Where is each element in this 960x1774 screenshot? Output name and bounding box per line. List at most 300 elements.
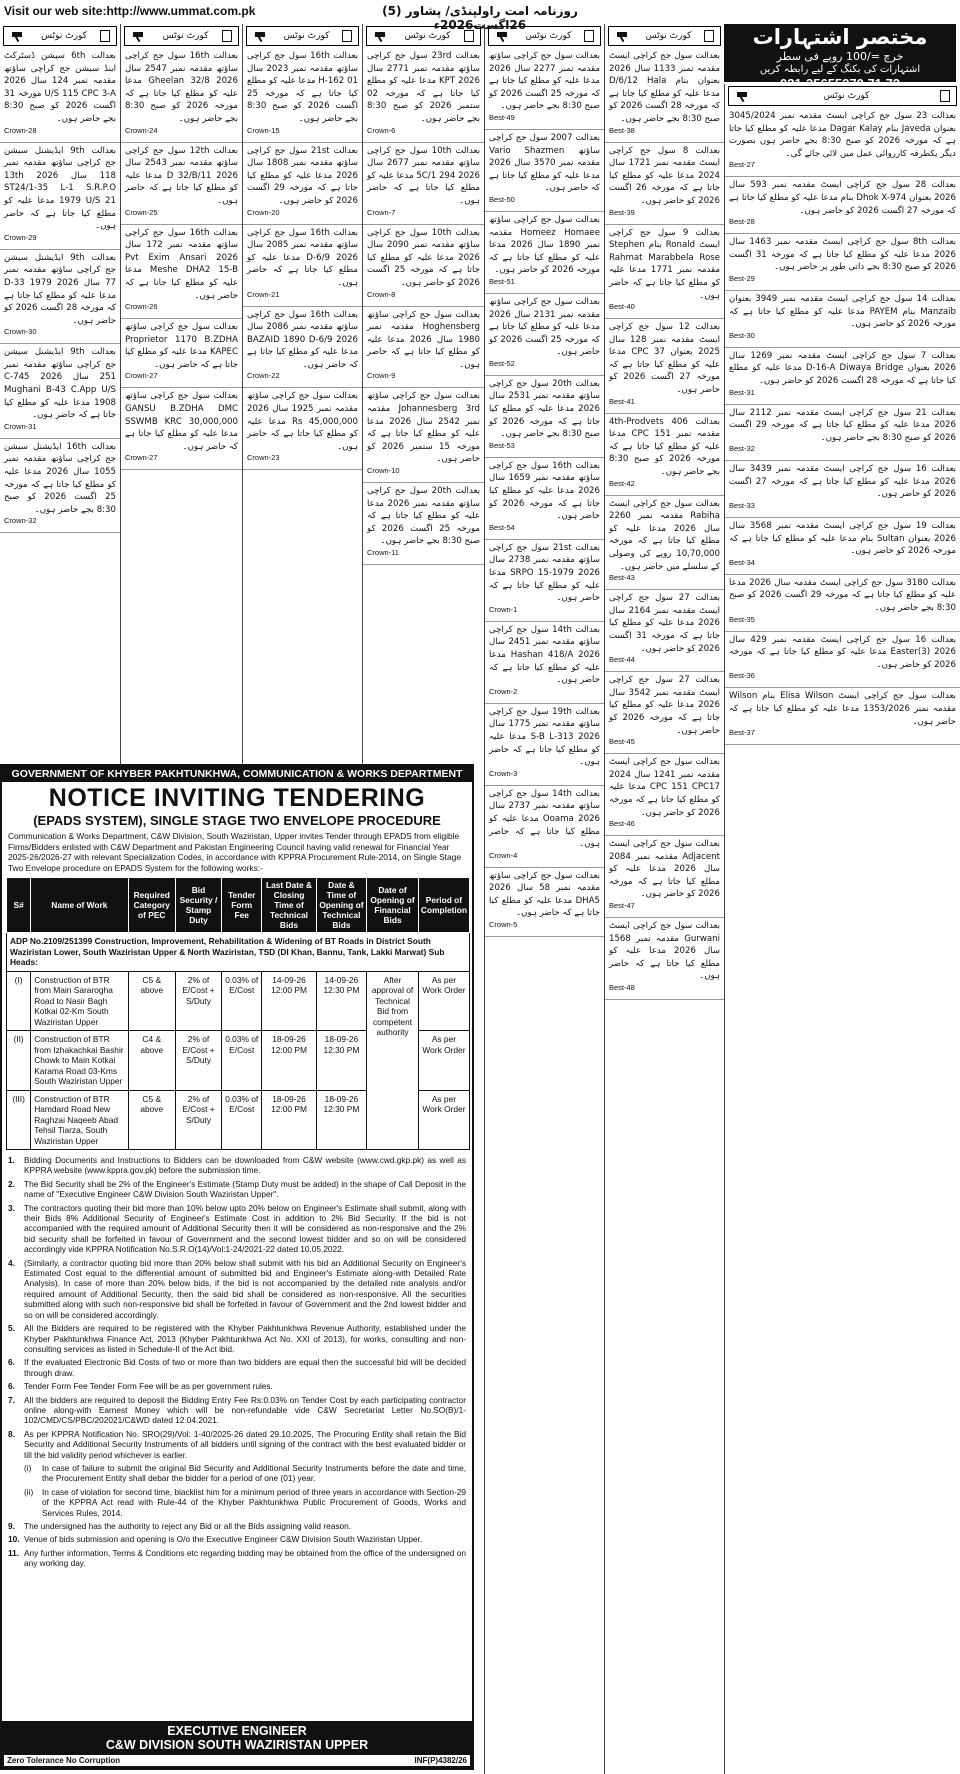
- cell-closing: [262, 1031, 316, 1091]
- column-header-cell: Tender Form Fee: [222, 878, 262, 933]
- notice-tag: Best-32: [729, 444, 755, 454]
- column-header-label: کورٹ نوٹس: [823, 91, 870, 101]
- cell-security: 2% of E/Cost + S/Duty: [175, 1031, 221, 1091]
- column-header-cell: Date of Opening of Financial Bids: [367, 878, 419, 933]
- notice-text: بعدالت 8 سول جج کراچی ایسٹ مقدمہ نمبر 1721 سال 2024 مدعا علیہ کو مطلع کیا جاتا ہے کہ مورخہ 26 اگست 2026 کو حاضر ہوں۔: [609, 145, 721, 206]
- court-notice: [363, 485, 484, 565]
- clause-number: 6.: [8, 1357, 15, 1368]
- short-ads-title: مختصر اشتہارات: [752, 25, 928, 49]
- clause-text: In case of violation for second time, blacklist him for a minimum period of three years in accordance with Section-29 of the KPPRA Act read with Rule-44 of the Khyber Pakhtunkhwa Public Procurement of Goods, Works and Services Rules, 2014.: [42, 1486, 466, 1518]
- column-header-label: کورٹ نوٹس: [41, 31, 87, 41]
- cell-work: Construction of BTR Hamdard Road New Raghzai Naqeeb Abad Tehsil Tiarza, South Waziristan Upper: [31, 1090, 128, 1150]
- court-notice: [605, 756, 724, 836]
- notice-tag: Best-36: [729, 671, 755, 681]
- column-header-label: کورٹ نوٹس: [404, 31, 451, 41]
- cell-opening: [316, 1090, 367, 1150]
- court-notice: [605, 592, 724, 672]
- court-notice: [725, 407, 960, 462]
- court-notice: [485, 50, 604, 130]
- notice-tag: Crown-2: [489, 686, 518, 696]
- short-ads-phone: 021-35655270,71,72: [779, 76, 900, 91]
- notice-tag: Crown-8: [367, 289, 396, 299]
- table-row: [7, 971, 470, 1031]
- notice-tag: Best-33: [729, 501, 755, 511]
- cell-sn: (II): [7, 1031, 31, 1091]
- court-notice: [605, 145, 724, 225]
- court-notice: [605, 838, 724, 918]
- court-notice: [243, 309, 362, 389]
- clause-text: The Bid Security shall be 2% of the Engineer's Estimate (Stamp Duty must be added) in the shape of Call Deposit in the name of "Executive Engineer C&W Division South Waziristan Upper".: [24, 1178, 466, 1200]
- notice-tag: Best-48: [609, 983, 635, 993]
- tender-clause: [8, 1463, 466, 1484]
- notice-tag: Crown-22: [247, 371, 280, 381]
- document-icon: [940, 90, 950, 102]
- column-header-cell: Required Category of PEC: [128, 878, 175, 933]
- opening-date: 18-09-26: [324, 1093, 359, 1104]
- closing-time: 12:00 PM: [271, 1044, 307, 1055]
- clause-text: The undersigned has the authority to reject any Bid or all the Bids assigning valid reason.: [24, 1521, 351, 1531]
- tender-clause: [8, 1179, 466, 1200]
- court-notice: [485, 214, 604, 294]
- clause-number: 6.: [8, 1381, 15, 1392]
- notice-tag: Best-47: [609, 901, 635, 911]
- notice-tag: Crown-6: [367, 125, 396, 135]
- notice-tag: Crown-21: [247, 289, 280, 299]
- short-ads-box: [724, 24, 956, 91]
- court-notice: [121, 227, 242, 320]
- clause-number: 2.: [8, 1178, 15, 1189]
- tender-clause: [8, 1258, 466, 1320]
- notice-tag: Best-27: [729, 160, 755, 170]
- opening-date: 14-09-26: [324, 974, 359, 985]
- closing-date: 18-09-26: [272, 1093, 306, 1104]
- gavel-icon: [373, 31, 391, 41]
- column-header: [3, 26, 117, 46]
- clause-number: 9.: [8, 1521, 15, 1531]
- notice-text: بعدالت 20th سول جج کراچی ساؤتھ مقدمہ نمبر 2531 سال 2026 مدعا علیہ کو مطلع کیا جاتا ہے کہ مورخہ 2026 کو صبح 8:30 بجے حاضر ہوں۔: [489, 378, 601, 440]
- tender-footer: [2, 1721, 472, 1768]
- notice-text: بعدالت 6th سیشن ڈسٹرکٹ اینڈ سیشن جج کراچی ساؤتھ مقدمہ نمبر 124 سال 2026 U/S 115 CPC 3-A مورخہ 31 اگست 2026 کو صبح 8:30 بجے حاضر ہوں۔: [4, 51, 117, 124]
- court-notice: [0, 145, 120, 250]
- cell-opening: [316, 1031, 367, 1091]
- court-notice: [485, 870, 604, 937]
- notice-text: بعدالت 10th سول جج کراچی ساؤتھ مقدمہ نمبر 2090 سال 2026 مدعا علیہ کو مطلع کیا جاتا ہے کہ مورخہ 25 اگست 2026 کو حاضر ہوں۔: [367, 227, 481, 288]
- notice-tag: Best-54: [489, 522, 515, 532]
- notice-text: بعدالت 14 سول جج کراچی ایسٹ مقدمہ نمبر 3949 بعنوان Manzaib بنام PAYEM مدعا علیہ کو مطلع کیا جاتا ہے کہ مورخہ 2026 کو حاضر ہوں۔: [729, 293, 956, 330]
- column-header-label: کورٹ نوٹس: [645, 31, 692, 41]
- notice-tag: Crown-4: [489, 850, 518, 860]
- zero-tolerance-label: Zero Tolerance No Corruption: [7, 1756, 121, 1765]
- notice-column-3: [484, 24, 604, 1774]
- masthead-date-line: روزنامہ امت راولپنڈی/ پشاور (5) 26اگست2026ء: [382, 4, 578, 32]
- clause-text: All the Bidders are required to be registered with the Khyber Pakhtunkhwa Revenue Authority, established under the Khyber Pakhtunkhwa Finance Act, 2013 (Khyber Pakhtunkhwa Act No. XXI of 2013), for works, consulting and non-consulting services as listed in Schedule-II of the Act ibid.: [24, 1323, 466, 1354]
- cell-pec: C4 & above: [128, 1031, 175, 1091]
- tender-clause: [8, 1521, 466, 1531]
- notice-tag: Best-42: [609, 478, 635, 488]
- notice-text: بعدالت 16 سول جج کراچی ایسٹ مقدمہ نمبر 429 سال 2026 Easter(3) مدعا علیہ کو مطلع کیا جاتا ہے کہ مورخہ 2026 کو حاضر ہوں۔: [729, 634, 956, 670]
- court-notice: [121, 50, 242, 143]
- court-notice: [485, 132, 604, 212]
- notice-text: بعدالت سول جج کراچی ساؤتھ مقدمہ نمبر 2131 سال 2026 مدعا علیہ کو مطلع کیا جاتا ہے کہ مورخہ 25 اگست 2026 کو حاضر ہوں۔: [489, 296, 601, 358]
- signatory-office: C&W DIVISION SOUTH WAZIRISTAN UPPER: [105, 1738, 369, 1752]
- clause-text: In case of failure to submit the original Bid Security and Additional Security Instruments before the date and time, the Procurement Entity shall debar the bidder for a period of one (01) year.: [42, 1462, 466, 1484]
- clause-text: (Similarly, a contractor quoting bid more than 20% below shall submit with his bid an Additional Security on Engineer's Estimated Cost equal to the differential amount of submitted bid and Engineer's Estimate along-with Detailed Rate Analysis). In case of more than 20% below bids, if the bid is not accompanied by the detailed rate analysis and/or required amount of Additional Security, then the said bid shall be considered as non-responsive. All the securities submitted along with such non-responsive bid shall be forfeited in favour of Government and the 2nd lowest bidder and so on will be considered accordingly.: [24, 1257, 466, 1320]
- notice-tag: Best-46: [609, 819, 635, 829]
- court-notice: [605, 50, 724, 143]
- cell-pec: C5 & above: [128, 1090, 175, 1150]
- document-icon: [222, 30, 232, 42]
- court-notice: [243, 145, 362, 225]
- court-notice: [605, 674, 724, 754]
- notice-text: بعدالت سول جج کراچی ساؤتھ Hoghensberg مقدمہ نمبر 1980 سال 2026 مدعا علیہ کو مطلع کیا جاتا ہے کہ حاضر ہوں۔: [367, 309, 480, 370]
- court-notice: [0, 441, 120, 534]
- gavel-icon: [495, 31, 513, 41]
- notice-text: بعدالت سول جج کراچی ایسٹ Gurwani مقدمہ نمبر 1568 سال 2026 مدعا علیہ کو مطلع کیا جاتا ہے کہ حاضر ہوں۔: [609, 921, 721, 982]
- notice-column-6: [120, 24, 242, 764]
- notice-tag: Crown-23: [247, 453, 280, 463]
- notice-tag: Crown-24: [125, 125, 158, 135]
- notice-tag: Best-53: [489, 440, 515, 450]
- notice-text: بعدالت 8th سول جج کراچی ایسٹ مقدمہ نمبر 1463 سال 2026 مدعا علیہ کو مطلع کیا جاتا ہے کہ مورخہ 31 اگست 2026 کو صبح 8:30 بجے ذاتی طور پر حاضر ہوں۔: [729, 237, 956, 273]
- document-icon: [100, 30, 110, 42]
- cell-opening: [316, 971, 367, 1031]
- court-notice: [725, 577, 960, 632]
- tender-clause: [8, 1323, 466, 1354]
- court-notice: [725, 350, 960, 405]
- notice-text: بعدالت سول جج کراچی ساؤتھ GANSU B.ZDHA DMC SSWMB KRC 30,000,000 مدعا علیہ کو مطلع کیا جاتا ہے کہ حاضر ہوں۔: [125, 391, 238, 452]
- notice-tag: Crown-30: [4, 327, 37, 337]
- cell-completion: As per Work Order: [418, 1031, 469, 1091]
- clause-text: The contractors quoting their bid more than 10% below upto 20% below on Engineer's Estimate shall submit, along with their Bids 8% Additional Security of Engineer's Estimate Cost in addition to 2% Bid Security. If the bid is not accompanied with the required amount of Additional Security then it will be considered as non-responsive and the 2% bid security shall be forfeited in favour of Government and the second lowest bidder and so on will be considered accordingly vide KPPRA Notification No.S.R.O(14)/Vol:1-24/2021-22 dated 10.05.2022.: [24, 1202, 466, 1255]
- court-notice: [485, 460, 604, 540]
- notice-text: بعدالت 27 سول جج کراچی ایسٹ مقدمہ نمبر 3542 سال 2026 مدعا علیہ کو مطلع کیا جاتا ہے کہ مورخہ 2026 کو حاضر ہوں۔: [609, 675, 721, 736]
- notice-tag: Best-45: [609, 737, 635, 747]
- column-header-cell: Last Date & Closing Time of Technical Bids: [262, 878, 316, 933]
- opening-time: 12:30 PM: [323, 1044, 360, 1055]
- notice-tag: Best-29: [729, 273, 755, 283]
- notice-text: بعدالت سول جج کراچی ساؤتھ مقدمہ نمبر 58 سال 2026 DHA5 مدعا علیہ کو مطلع کیا جاتا ہے کہ حاضر ہوں۔: [489, 870, 601, 919]
- notice-tag: Crown-25: [125, 207, 158, 217]
- opening-time: 12:30 PM: [323, 985, 360, 995]
- notice-text: بعدالت سول جج کراچی ساؤتھ Johannesberg 3rd مقدمہ نمبر 2542 سال 2026 مدعا علیہ کو مطلع کیا جاتا ہے کہ مورخہ 15 ستمبر 2026 کو حاضر ہوں۔: [367, 391, 481, 465]
- adp-row: [7, 933, 470, 972]
- court-notice: [485, 788, 604, 868]
- notice-tag: Best-28: [729, 217, 755, 227]
- notice-text: بعدالت 16th ایڈیشنل سیشن جج کراچی ساؤتھ مقدمہ نمبر 1055 سال 2026 مدعا علیہ کو مطلع کیا جاتا ہے کہ مورخہ 25 اگست 2026 کو صبح 8:30 بجے حاضر ہوں۔: [4, 441, 116, 515]
- clause-number: 3.: [8, 1202, 15, 1213]
- notice-text: بعدالت سول جج کراچی ایسٹ مقدمہ نمبر 1241 سال 2024 CPC 151 CPC17 مدعا علیہ کو مطلع کیا جاتا ہے کہ مورخہ 2026 کو حاضر ہوں۔: [609, 757, 721, 818]
- gavel-icon: [10, 31, 28, 41]
- tender-title: NOTICE INVITING TENDERING: [48, 784, 426, 812]
- notice-text: بعدالت 21st سول جج کراچی ساؤتھ مقدمہ نمبر 1808 سال 2026 مدعا علیہ کو مطلع کیا جاتا ہے کہ مورخہ 29 اگست 2026 کو حاضر ہوں۔: [247, 145, 359, 206]
- notice-tag: Best-40: [609, 302, 635, 312]
- notice-text: بعدالت 27 سول جج کراچی ایسٹ مقدمہ نمبر 2164 سال 2026 مدعا علیہ کو مطلع کیا جاتا ہے کہ مورخہ 31 اگست 2026 کو حاضر ہوں۔: [609, 593, 721, 654]
- notice-text: بعدالت 9th ایڈیشنل سیشن جج کراچی ساؤتھ مقدمہ نمبر 77 سال 2026 D-33 1979 مدعا علیہ کو مطلع کیا جاتا ہے کہ مورخہ 28 اگست 2026 کو حاضر ہوں۔: [4, 252, 116, 326]
- cell-completion: As per Work Order: [418, 1090, 469, 1150]
- cell-closing: [262, 971, 316, 1031]
- notice-tag: Crown-28: [4, 125, 37, 135]
- notice-text: بعدالت 16th سول جج کراچی ساؤتھ مقدمہ نمبر 2023 سال 01 H-162 مدعا علیہ کو مطلع کیا جاتا ہے کہ مورخہ 25 اگست 2026 کو صبح 8:30 بجے حاضر ہوں۔: [247, 51, 359, 124]
- notice-text: بعدالت 9th ایڈیشنل سیشن جج کراچی ساؤتھ مقدمہ نمبر 251 سال 2026 C-745 Mughani B-43 C.App U/S 1908 مدعا علیہ کو مطلع کیا جاتا ہے کہ حاضر ہوں۔: [4, 347, 117, 421]
- court-notice: [243, 227, 362, 307]
- notice-text: بعدالت 16th سول جج کراچی ساؤتھ مقدمہ نمبر 1659 سال 2026 مدعا علیہ کو مطلع کیا جاتا ہے کہ مورخہ 2026 کو حاضر ہوں۔: [489, 460, 601, 522]
- notice-tag: Crown-9: [367, 371, 396, 381]
- notice-text: بعدالت 7 سول جج کراچی ایسٹ مقدمہ نمبر 1269 سال 2026 بعنوان D-16-A Diwaya Bridge مدعا علیہ کو مطلع کیا جاتا ہے کہ مورخہ 28 اگست 2026 کو حاضر ہوں۔: [729, 350, 956, 386]
- cell-closing: [262, 1090, 316, 1150]
- column-header: [728, 86, 957, 106]
- notice-column-2: [604, 24, 724, 1774]
- clause-number: 8.: [8, 1428, 15, 1439]
- tender-gov-line: GOVERNMENT OF KHYBER PAKHTUNKHWA, COMMUNICATION & WORKS DEPARTMENT: [2, 766, 472, 782]
- notice-text: بعدالت 3180 سول جج کراچی ایسٹ مقدمہ سال 2026 مدعا علیہ کو مطلع کیا جاتا ہے کہ مورخہ 29 اگست 2026 کو صبح 8:30 بجے حاضر ہوں۔: [729, 577, 957, 614]
- closing-date: 18-09-26: [272, 1034, 306, 1044]
- closing-time: 12:00 PM: [271, 985, 307, 995]
- court-notice: [605, 416, 724, 496]
- court-notice: [725, 463, 960, 518]
- cell-security: 2% of E/Cost + S/Duty: [175, 1090, 221, 1150]
- tender-table: [6, 877, 470, 1150]
- opening-time: 12:30 PM: [323, 1104, 360, 1114]
- cell-fee: 0.03% of E/Cost: [222, 971, 262, 1031]
- clause-text: As per KPPRA Notification No. SRO(29)/Vol: 1-40/2025-26 dated 29.10.2025, The Procuring Entity shall retain the Bid Security and Additional Security Instruments of all bidders until signing of the contract with the best evaluated bidder or till the bid validity period whichever is earlier.: [24, 1428, 466, 1460]
- tender-clause: [8, 1357, 466, 1378]
- tender-clause: [8, 1155, 466, 1176]
- tender-table-header: [7, 878, 470, 933]
- notice-tag: Crown-1: [489, 604, 518, 614]
- notice-text: بعدالت سول جج کراچی ایسٹ Rabiha مقدمہ نمبر 2260 سال 2026 مدعا علیہ کو مطلع کیا جاتا ہے کہ مورخہ 10,70,000 روپے کی وصولی کے سلسلے میں حاضر ہوں۔: [609, 498, 721, 572]
- notice-tag: Best-39: [609, 207, 635, 217]
- column-header-cell: Period of Completion: [418, 878, 469, 933]
- clause-text: Any further information, Terms & Conditions etc regarding bidding may be obtained from the office of the undersigned on any working day.: [24, 1547, 466, 1569]
- notice-text: بعدالت 21st سول جج کراچی ساؤتھ مقدمہ نمبر 2738 سال 2026 1979-SRPO 15 مدعا علیہ کو مطلع کیا جاتا ہے کہ حاضر ہوں۔: [489, 542, 601, 604]
- court-notice: [725, 179, 960, 234]
- clause-number: (i): [24, 1462, 32, 1473]
- court-notice: [363, 227, 484, 307]
- inf-reference: INF(P)4382/26: [414, 1756, 467, 1765]
- notice-tag: Best-51: [489, 276, 515, 286]
- notice-column-1: [724, 84, 960, 1774]
- notice-text: بعدالت 23 سول جج کراچی ایسٹ مقدمہ نمبر 3045/2024 بعنوان Javeda بنام Dagar Kalay مدعا علیہ کو مطلع کیا جاتا ہے کہ مورخہ 2026 کو صبح 8:30 بجے حاضر ہوں بصورت دیگر یکطرفہ کارروائی عمل میں لائی جائے گی۔: [729, 111, 957, 159]
- court-notice: [605, 920, 724, 1000]
- website-link[interactable]: Visit our web site:http://www.ummat.com.pk: [4, 4, 256, 18]
- closing-date: 14-09-26: [272, 974, 306, 985]
- notice-text: بعدالت 16th سول جج کراچی ساؤتھ مقدمہ نمبر 2086 سال 2026 BAZAID 1890 D-6/9 مدعا علیہ کو مطلع کیا جاتا ہے کہ حاضر ہوں۔: [247, 309, 359, 370]
- court-notice: [0, 252, 120, 345]
- adp-description: ADP No.2109/251399 Construction, Improvement, Rehabilitation & Widening of BT Roads in District South Waziristan Lower, South Waziristan Upper & North Waziristan, TSD (DI Khan, Bannu, Tank, Lakki Marwat) Sub Heads:: [7, 933, 470, 972]
- notice-text: بعدالت 16th سول جج کراچی ساؤتھ مقدمہ نمبر 2085 سال 2026 D-6/9 مدعا علیہ کو مطلع کیا جاتا ہے کہ حاضر ہوں۔: [247, 227, 359, 288]
- tender-clause: [8, 1429, 466, 1460]
- clause-number: 4.: [8, 1257, 15, 1268]
- short-ads-booking: اشتہارات کی بکنگ کے لیے رابطہ کریں: [759, 64, 921, 75]
- notice-tag: Best-50: [489, 194, 515, 204]
- cell-sn: (I): [7, 971, 31, 1031]
- column-header-cell: Name of Work: [31, 878, 128, 933]
- notice-text: بعدالت 23rd سول جج کراچی ساؤتھ مقدمہ نمبر 2771 سال 2026 KPT مدعا علیہ کو مطلع کیا جاتا ہے کہ مورخہ 02 ستمبر 2026 کو صبح 8:30 بجے حاضر ہوں۔: [367, 51, 481, 124]
- column-header: [124, 26, 239, 46]
- document-icon: [342, 30, 352, 42]
- notice-text: بعدالت 2007 سول جج کراچی ساؤتھ Vario Shazmen مقدمہ نمبر 3570 سال 2026 مدعا علیہ کو مطلع کیا جاتا ہے کہ حاضر ہوں۔: [489, 132, 601, 194]
- column-header-label: کورٹ نوٹس: [283, 31, 330, 41]
- cell-pec: C5 & above: [128, 971, 175, 1031]
- notice-tag: Best-30: [729, 330, 755, 340]
- notice-text: بعدالت سول جج کراچی ساؤتھ مقدمہ نمبر 1925 سال 2026 Rs 45,000,000 مدعا علیہ کو مطلع کیا جاتا ہے کہ حاضر ہوں۔: [247, 391, 359, 452]
- notice-column-4: [362, 24, 484, 764]
- cell-sn: (III): [7, 1090, 31, 1150]
- short-ads-rate: خرچ =/100 روپے فی سطر: [776, 50, 904, 63]
- court-notice: [363, 390, 484, 483]
- clause-text: If the evaluated Electronic Bid Costs of two or more than two bidders are equal then the successful bid will be decided through draw.: [24, 1357, 466, 1378]
- notice-text: بعدالت 14th سول جج کراچی ساؤتھ مقدمہ نمبر 2451 سال 2026 Hashan 418/A مدعا علیہ کو مطلع کیا جاتا ہے کہ حاضر ہوں۔: [489, 624, 601, 686]
- notice-text: بعدالت 4th-Prodvets 406 مقدمہ نمبر 151 CPC مدعا علیہ کو مطلع کیا جاتا ہے کہ مورخہ 2026 کو صبح 8:30 بجے حاضر ہوں۔: [609, 416, 720, 478]
- cell-completion: As per Work Order: [418, 971, 469, 1031]
- notice-text: بعدالت 10th سول جج کراچی ساؤتھ مقدمہ نمبر 2677 سال 2026 5C/1 294 مدعا علیہ کو مطلع کیا جاتا ہے کہ حاضر ہوں۔: [367, 145, 481, 206]
- gavel-icon: [615, 31, 633, 41]
- notice-text: بعدالت سول جج کراچی ایسٹ Elisa Wilson بنام Wilson مقدمہ نمبر 1353/2026 مدعا علیہ کو مطلع کیا جاتا ہے کہ حاضر ہوں۔: [729, 691, 957, 727]
- notice-tag: Best-35: [729, 614, 755, 624]
- notice-tag: Crown-31: [4, 421, 37, 431]
- tender-notice: [0, 764, 474, 1770]
- court-notice: [0, 346, 120, 439]
- masthead: [0, 0, 960, 32]
- notice-tag: Best-41: [609, 396, 635, 406]
- court-notice: [485, 542, 604, 622]
- court-notice: [725, 236, 960, 291]
- cell-security: 2% of E/Cost + S/Duty: [175, 971, 221, 1031]
- document-icon: [584, 30, 594, 42]
- tender-clause: [8, 1534, 466, 1544]
- notice-text: بعدالت 12 سول جج کراچی ایسٹ مقدمہ نمبر 128 سال 2025 بعنوان CPC 37 مدعا علیہ کو مطلع کیا جاتا ہے کہ مورخہ 27 اگست 2026 کو حاضر ہوں۔: [609, 322, 721, 396]
- gavel-icon: [253, 31, 271, 41]
- court-notice: [243, 390, 362, 470]
- column-header-cell: Date & Time of Opening of Technical Bids: [316, 878, 367, 933]
- cell-work: Construction of BTR from Izhakachkai Bashir Chowk to Main Kotkai Karama Road 03-Kms South Waziristan Upper: [31, 1031, 128, 1091]
- court-notice: [725, 690, 960, 745]
- closing-time: 12:00 PM: [271, 1104, 307, 1114]
- court-notice: [605, 498, 724, 591]
- notice-tag: Crown-15: [247, 125, 280, 135]
- notice-text: بعدالت 19 سول جج کراچی ایسٹ مقدمہ نمبر 3568 سال 2026 بعنوان Sultan بنام مدعا علیہ کو مطلع کیا جاتا ہے کہ مورخہ 2026 کو حاضر ہوں۔: [729, 521, 956, 557]
- column-header-cell: S#: [7, 878, 31, 933]
- cell-work: Construction of BTR from Main Sararogha Road to Nasir Bagh Kotkai 02-Km South Waziristan Upper: [31, 971, 128, 1031]
- court-notice: [605, 227, 724, 320]
- tender-clauses: [2, 1150, 472, 1569]
- notice-text: بعدالت 19th سول جج کراچی ساؤتھ مقدمہ نمبر 1775 سال 2026 S-B L-313 مدعا علیہ کو مطلع کیا جاتا ہے کہ حاضر ہوں۔: [489, 706, 601, 768]
- court-notice: [485, 624, 604, 704]
- column-header: [366, 26, 481, 46]
- notice-text: بعدالت سول جج کراچی ساؤتھ Proprietor 1170 B.ZDHA KAPEC مدعا علیہ کو مطلع کیا جاتا ہے کہ حاضر ہوں۔: [125, 322, 238, 370]
- signatory-title: EXECUTIVE ENGINEER: [167, 1724, 307, 1738]
- notice-tag: Crown-27: [125, 371, 158, 381]
- notice-tag: Crown-20: [247, 207, 280, 217]
- notice-text: بعدالت 21 سول جج کراچی ایسٹ مقدمہ نمبر 2112 سال 2026 مدعا علیہ کو مطلع کیا جاتا ہے کہ مورخہ 29 اگست 2026 کو صبح 8:30 بجے حاضر ہوں۔: [729, 407, 956, 443]
- clause-number: 1.: [8, 1155, 15, 1165]
- clause-number: 7.: [8, 1394, 15, 1405]
- court-notice: [605, 321, 724, 414]
- notice-tag: Best-44: [609, 655, 635, 665]
- notice-text: بعدالت سول جج کراچی ایسٹ مقدمہ نمبر 1133 سال 2026 بعنوان بنام D/6/12 Hala مدعا علیہ کو مطلع کیا جاتا ہے کہ مورخہ 28 اگست 2026 کو صبح 8:30 بجے حاضر ہوں۔: [609, 51, 721, 124]
- notice-tag: Crown-5: [489, 920, 518, 930]
- column-header-label: کورٹ نوٹس: [525, 31, 572, 41]
- court-notice: [121, 390, 242, 470]
- tender-clause: [8, 1203, 466, 1255]
- court-notice: [485, 378, 604, 458]
- notice-tag: Crown-27: [125, 453, 158, 463]
- notice-tag: Crown-7: [367, 207, 396, 217]
- notice-tag: Best-38: [609, 125, 635, 135]
- clause-number: 5.: [8, 1323, 15, 1334]
- cell-financial-opening: After approval of Technical Bid from competent authority: [367, 971, 419, 1150]
- notice-tag: Best-37: [729, 728, 755, 738]
- notice-text: بعدالت 16th سول جج کراچی ساؤتھ مقدمہ نمبر 2547 سال 2026 32/8 Gheelan مدعا علیہ کو مطلع کیا جاتا ہے کہ مورخہ 2026 کو صبح 8:30 بجے حاضر ہوں۔: [125, 51, 239, 124]
- notice-tag: Crown-3: [489, 768, 518, 778]
- court-notice: [485, 296, 604, 376]
- court-notice: [725, 634, 960, 689]
- footer-bar: [4, 1755, 470, 1766]
- column-header-label: کورٹ نوٹس: [162, 31, 209, 41]
- court-notice: [363, 145, 484, 225]
- court-notice: [121, 145, 242, 225]
- notice-tag: Crown-11: [367, 548, 399, 557]
- notice-tag: Crown-32: [4, 516, 37, 526]
- notice-text: بعدالت 9th ایڈیشنل سیشن جج کراچی ساؤتھ مقدمہ نمبر 118 سال 2026 13th ST24/1-35 L-1 S.R.P.O 1979 U/S 21 مدعا علیہ کو مطلع کیا جاتا ہے کہ حاضر ہوں۔: [4, 145, 117, 232]
- clause-number: 11.: [8, 1547, 20, 1558]
- cell-fee: 0.03% of E/Cost: [222, 1090, 262, 1150]
- notice-text: بعدالت سول جج کراچی ساؤتھ مقدمہ نمبر 2277 سال 2026 مدعا علیہ کو مطلع کیا جاتا ہے کہ مورخہ 25 اگست 2026 کو صبح 8:30 بجے حاضر ہوں۔: [489, 51, 601, 112]
- clause-number: (ii): [24, 1486, 34, 1497]
- notice-text: بعدالت 12th سول جج کراچی ساؤتھ مقدمہ نمبر 2543 سال 2026 11/D 32/B مدعا علیہ کو مطلع کیا جاتا ہے کہ حاضر ہوں۔: [125, 145, 239, 206]
- tender-clause: [8, 1381, 466, 1391]
- column-header: [608, 26, 721, 46]
- court-notice: [725, 520, 960, 575]
- column-header: [246, 26, 359, 46]
- court-notice: [121, 321, 242, 388]
- notice-tag: Crown-29: [4, 232, 37, 242]
- notice-column-5: [242, 24, 362, 764]
- notice-text: بعدالت 16th سول جج کراچی ساؤتھ مقدمہ نمبر 172 سال 2026 Pvt Exim Ansari Meshe DHA2 15-B مدعا علیہ کو مطلع کیا جاتا ہے کہ حاضر ہوں۔: [125, 227, 239, 301]
- gavel-icon: [131, 31, 149, 41]
- court-notice: [725, 110, 960, 177]
- clause-text: Venue of bids submission and opening is O/o the Executive Engineer C&W Division South Waziristan Upper.: [24, 1534, 423, 1545]
- tender-clause: [8, 1548, 466, 1569]
- column-header: [488, 26, 601, 46]
- clause-text: All the bidders are required to deposit the Bidding Entry Fee Rs:0.03% on Tender Cost by each participating contractor online along-with Earnest Money which will be non-refundable vide C&W Secretariat Letter No.SO(B)/1-102/CMD/CS/PBC/202021/C&WD dated 12.04.2021.: [24, 1394, 466, 1426]
- notice-text: بعدالت سول جج کراچی ساؤتھ Homeez Homaee مقدمہ نمبر 1890 سال 2026 مدعا علیہ کو مطلع کیا جاتا ہے کہ مورخہ 2026 کو حاضر ہوں۔: [489, 214, 600, 276]
- court-notice: [725, 293, 960, 348]
- court-notice: [243, 50, 362, 143]
- notice-tag: Best-52: [489, 358, 515, 368]
- document-icon: [464, 30, 474, 42]
- notice-text: بعدالت 9 سول جج کراچی ایسٹ Ronald بنام Stephen Rahmat Marabbela Rose مقدمہ نمبر 1771 مدعا علیہ کو مطلع کیا جاتا ہے کہ حاضر ہوں۔: [609, 227, 721, 301]
- notice-text: بعدالت 20th سول جج کراچی ساؤتھ مقدمہ نمبر 2026 مدعا علیہ کو مطلع کیا جاتا ہے کہ مورخہ 25 اگست 2026 کو صبح 8:30 بجے حاضر ہوں۔: [367, 486, 480, 547]
- clause-text: Bidding Documents and Instructions to Bidders can be downloaded from C&W website (www.cwd.gkp.pk) as well as KPPRA website (www.kppra.gov.pk) before the submission time.: [24, 1155, 466, 1176]
- notice-tag: Best-34: [729, 557, 755, 567]
- tender-clause: [8, 1487, 466, 1518]
- notice-text: بعدالت 28 سول جج کراچی ایسٹ مقدمہ نمبر 593 سال 2026 بعنوان Dhok X-974 بنام مدعا علیہ کو مطلع کیا جاتا ہے کہ مورخہ 27 اگست 2026 کو حاضر ہوں۔: [729, 180, 956, 216]
- court-notice: [363, 309, 484, 389]
- notice-text: بعدالت 16 سول جج کراچی ایسٹ مقدمہ نمبر 3439 سال 2026 مدعا علیہ کو مطلع کیا جاتا ہے کہ مورخہ 27 اگست 2026 کو حاضر ہوں۔: [729, 464, 956, 500]
- court-notice: [485, 706, 604, 786]
- court-notice: [0, 50, 120, 143]
- notice-text: بعدالت 14th سول جج کراچی ساؤتھ مقدمہ نمبر 2737 سال 2026 Ooama مدعا علیہ کو مطلع کیا جاتا ہے کہ حاضر ہوں۔: [489, 788, 601, 850]
- cell-fee: 0.03% of E/Cost: [222, 1031, 262, 1091]
- notice-tag: Crown-26: [125, 302, 158, 312]
- notice-tag: Crown-10: [367, 466, 400, 476]
- tender-clause: [8, 1395, 466, 1426]
- notice-text: بعدالت سول جج کراچی ایسٹ Adjacent مقدمہ نمبر 2084 سال 2026 مدعا علیہ کو مطلع کیا جاتا ہے کہ مورخہ 2026 کو حاضر ہوں۔: [609, 839, 721, 900]
- notice-column-7: [0, 24, 120, 764]
- clause-text: Tender Form Fee Tender Form Fee will be as per government rules.: [24, 1381, 273, 1392]
- gavel-icon: [735, 91, 753, 101]
